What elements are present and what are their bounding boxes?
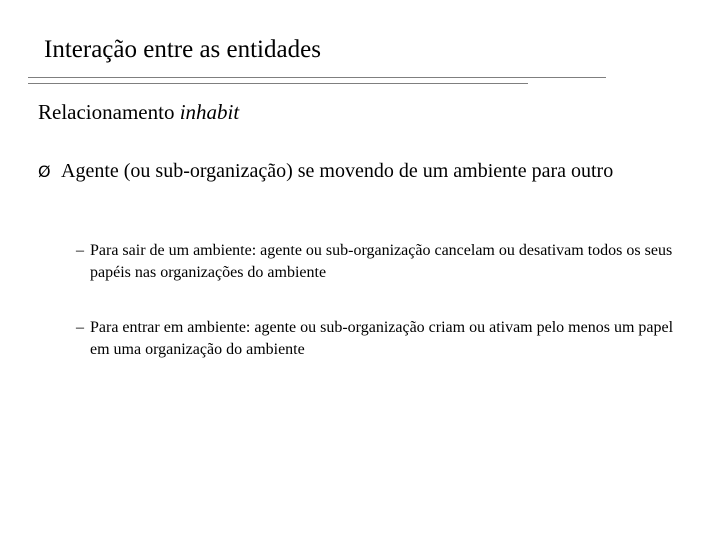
sub-bullet-leave-environment: [76, 240, 676, 284]
subheading-emphasis: inhabit: [179, 100, 240, 124]
dash-bullet-icon: –: [76, 242, 84, 259]
sub-bullet-text: Para sair de um ambiente: agente ou sub-organização cancelam ou desativam todos os seus papéis nas organizações do ambiente: [90, 242, 673, 281]
arrow-bullet-icon: Ø: [38, 162, 51, 181]
sub-bullet-enter-environment: [76, 317, 676, 361]
title-divider-top: [28, 77, 606, 78]
main-bullet-text: Agente (ou sub-organização) se movendo de um ambiente para outro: [61, 160, 614, 182]
sub-bullet-text: Para entrar em ambiente: agente ou sub-organização criam ou ativam pelo menos um papel em uma organização do ambiente: [90, 319, 674, 358]
section-subheading: [38, 98, 239, 126]
title-divider-bottom: [28, 83, 528, 84]
dash-bullet-icon: –: [76, 319, 84, 336]
slide-title: Interação entre as entidades: [44, 36, 321, 63]
subheading-prefix: Relacionamento: [38, 100, 180, 124]
